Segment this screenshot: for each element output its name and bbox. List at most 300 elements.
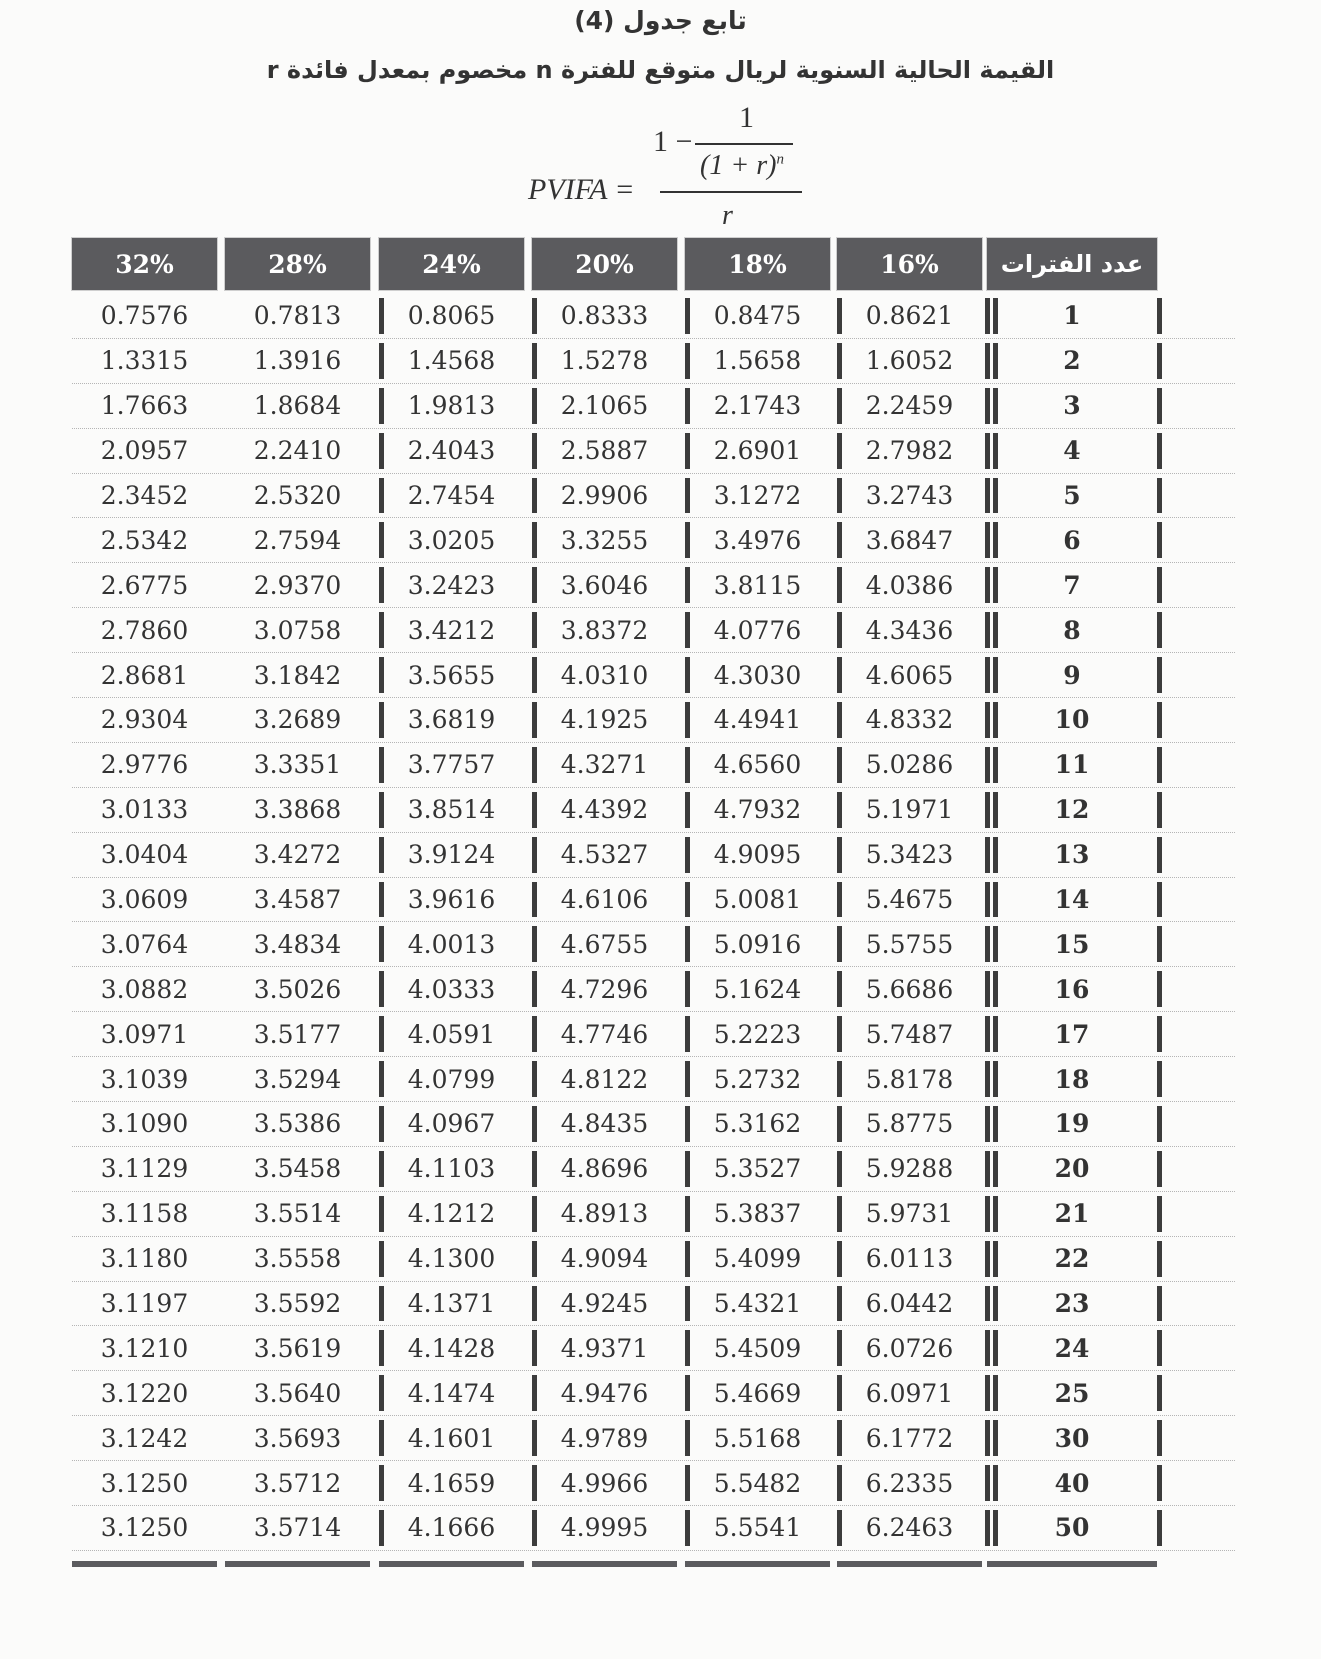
header-col-16: 16% (837, 238, 982, 290)
value-cell: 1.5658 (713, 346, 802, 376)
value-cell: 4.0310 (560, 660, 649, 690)
value-cell: 3.5177 (253, 1019, 342, 1049)
value-cell: 3.1842 (253, 660, 342, 690)
table-row (72, 743, 1235, 788)
value-cell: 0.8065 (407, 301, 496, 331)
pvifa-formula (520, 101, 820, 235)
column-divider (837, 1106, 842, 1142)
period-cell: 22 (1054, 1244, 1090, 1274)
column-divider (837, 1420, 842, 1456)
value-cell: 3.5640 (253, 1378, 342, 1408)
column-divider (837, 1375, 842, 1411)
value-cell: 5.6686 (865, 974, 954, 1004)
column-divider (837, 612, 842, 648)
column-divider (837, 882, 842, 918)
column-divider (685, 702, 690, 738)
column-divider (685, 837, 690, 873)
period-cell: 6 (1063, 525, 1081, 555)
table-row (72, 518, 1235, 563)
column-divider (985, 1151, 990, 1187)
column-divider (685, 298, 690, 334)
table-row (72, 339, 1235, 384)
value-cell: 2.9776 (100, 750, 189, 780)
column-divider (1157, 1061, 1162, 1097)
column-divider (379, 522, 384, 558)
value-cell: 3.5714 (253, 1513, 342, 1543)
column-divider (1157, 298, 1162, 334)
value-cell: 1.3315 (100, 346, 189, 376)
column-divider (379, 567, 384, 603)
header-col-18: 18% (685, 238, 830, 290)
column-divider (1157, 388, 1162, 424)
column-divider (837, 522, 842, 558)
value-cell: 5.4509 (713, 1333, 802, 1363)
value-cell: 2.3452 (100, 481, 189, 510)
value-cell: 5.9731 (865, 1199, 954, 1229)
column-divider (685, 1510, 690, 1546)
column-divider (985, 1106, 990, 1142)
column-divider (685, 1241, 690, 1277)
value-cell: 3.0609 (100, 885, 189, 915)
period-cell: 12 (1054, 795, 1090, 825)
period-cell: 20 (1054, 1154, 1090, 1184)
value-cell: 3.5558 (253, 1244, 342, 1274)
value-cell: 6.0442 (865, 1289, 954, 1319)
value-cell: 3.6819 (407, 705, 496, 735)
column-divider (379, 837, 384, 873)
value-cell: 4.1474 (407, 1378, 496, 1408)
value-cell: 5.5541 (713, 1513, 802, 1543)
value-cell: 4.8332 (865, 705, 954, 735)
column-divider (532, 298, 537, 334)
column-divider (993, 1151, 998, 1187)
period-cell: 11 (1054, 750, 1090, 780)
table-bottom-rule (685, 1561, 830, 1567)
value-cell: 4.0386 (865, 570, 954, 600)
value-cell: 0.7576 (100, 301, 189, 331)
value-cell: 3.8372 (560, 615, 649, 645)
value-cell: 5.8775 (865, 1109, 954, 1139)
value-cell: 4.3271 (560, 750, 649, 780)
column-divider (685, 1016, 690, 1052)
column-divider (685, 1151, 690, 1187)
column-divider (993, 343, 998, 379)
value-cell: 4.5327 (560, 840, 649, 870)
column-divider (837, 298, 842, 334)
column-divider (532, 657, 537, 693)
column-divider (532, 433, 537, 469)
table-row (72, 474, 1235, 519)
value-cell: 6.2335 (865, 1468, 954, 1498)
value-cell: 3.1129 (100, 1154, 189, 1184)
value-cell: 3.3351 (253, 750, 342, 780)
value-cell: 4.0333 (407, 974, 496, 1004)
column-divider (1157, 433, 1162, 469)
column-divider (379, 1510, 384, 1546)
value-cell: 3.5514 (253, 1199, 342, 1229)
value-cell: 3.2423 (407, 570, 496, 600)
formula-exponent: n (776, 151, 784, 168)
table-row (72, 1147, 1235, 1192)
column-divider (993, 388, 998, 424)
column-divider (993, 702, 998, 738)
value-cell: 4.7746 (560, 1019, 649, 1049)
table-bottom-rule (987, 1561, 1157, 1567)
period-cell: 4 (1063, 436, 1081, 466)
column-divider (1157, 1510, 1162, 1546)
value-cell: 5.0916 (713, 929, 802, 959)
value-cell: 2.6775 (100, 570, 189, 600)
value-cell: 5.1971 (865, 795, 954, 825)
column-divider (837, 1465, 842, 1501)
value-cell: 3.1039 (100, 1064, 189, 1094)
column-divider (685, 522, 690, 558)
column-divider (993, 433, 998, 469)
column-divider (685, 1420, 690, 1456)
column-divider (532, 926, 537, 962)
column-divider (985, 747, 990, 783)
formula-denominator: r (722, 200, 733, 231)
column-divider (993, 567, 998, 603)
table-bottom-rule (225, 1561, 370, 1567)
column-divider (985, 882, 990, 918)
column-divider (1157, 1151, 1162, 1187)
column-divider (985, 567, 990, 603)
table-body (72, 294, 1235, 1551)
column-divider (532, 478, 537, 514)
column-divider (685, 792, 690, 828)
column-divider (685, 1465, 690, 1501)
column-divider (993, 837, 998, 873)
period-cell: 18 (1054, 1064, 1090, 1094)
value-cell: 2.9906 (560, 481, 649, 510)
value-cell: 1.9813 (407, 391, 496, 421)
value-cell: 3.3255 (560, 525, 649, 555)
value-cell: 5.3837 (713, 1199, 802, 1229)
value-cell: 4.0591 (407, 1019, 496, 1049)
value-cell: 4.4392 (560, 795, 649, 825)
value-cell: 2.2459 (865, 391, 954, 421)
value-cell: 5.5755 (865, 929, 954, 959)
value-cell: 5.0081 (713, 885, 802, 915)
value-cell: 3.8115 (713, 570, 802, 600)
value-cell: 3.1210 (100, 1333, 189, 1363)
header-col-28: 28% (225, 238, 370, 290)
column-divider (379, 702, 384, 738)
column-divider (1157, 478, 1162, 514)
column-divider (985, 522, 990, 558)
column-divider (532, 837, 537, 873)
column-divider (1157, 1196, 1162, 1232)
value-cell: 5.5482 (713, 1468, 802, 1498)
column-divider (685, 926, 690, 962)
value-cell: 4.0776 (713, 615, 802, 645)
value-cell: 3.4272 (253, 840, 342, 870)
column-divider (1157, 522, 1162, 558)
value-cell: 5.4675 (865, 885, 954, 915)
period-cell: 50 (1054, 1513, 1090, 1543)
value-cell: 5.4099 (713, 1244, 802, 1274)
value-cell: 4.3436 (865, 615, 954, 645)
column-divider (993, 1330, 998, 1366)
value-cell: 3.5386 (253, 1109, 342, 1139)
period-cell: 21 (1054, 1199, 1090, 1229)
period-cell: 15 (1054, 929, 1090, 959)
column-divider (532, 1420, 537, 1456)
table-row (72, 1012, 1235, 1057)
table-row (72, 1416, 1235, 1461)
value-cell: 1.5278 (560, 346, 649, 376)
header-col-32: 32% (72, 238, 217, 290)
value-cell: 4.6755 (560, 929, 649, 959)
table-row (72, 294, 1235, 339)
value-cell: 4.3030 (713, 660, 802, 690)
value-cell: 6.0726 (865, 1333, 954, 1363)
column-divider (1157, 1420, 1162, 1456)
value-cell: 2.7982 (865, 436, 954, 466)
value-cell: 2.6901 (713, 436, 802, 466)
table-row (72, 429, 1235, 474)
formula-one-minus: 1 − (653, 125, 693, 158)
column-divider (532, 1106, 537, 1142)
column-divider (379, 1420, 384, 1456)
column-divider (837, 1196, 842, 1232)
column-divider (1157, 343, 1162, 379)
table-row (72, 1461, 1235, 1506)
value-cell: 3.1250 (100, 1513, 189, 1543)
value-cell: 3.5693 (253, 1423, 342, 1453)
column-divider (532, 343, 537, 379)
column-divider (532, 388, 537, 424)
column-divider (532, 522, 537, 558)
column-divider (379, 478, 384, 514)
period-cell: 17 (1054, 1019, 1090, 1049)
column-divider (379, 612, 384, 648)
column-divider (837, 1016, 842, 1052)
value-cell: 3.0205 (407, 525, 496, 555)
column-divider (985, 1375, 990, 1411)
table-row (72, 922, 1235, 967)
column-divider (837, 1330, 842, 1366)
period-cell: 23 (1054, 1289, 1090, 1319)
value-cell: 4.9094 (560, 1244, 649, 1274)
column-divider (685, 343, 690, 379)
value-cell: 3.5712 (253, 1468, 342, 1498)
formula-inner-fraction-bar (695, 143, 793, 145)
value-cell: 4.1300 (407, 1244, 496, 1274)
column-divider (685, 747, 690, 783)
column-divider (685, 388, 690, 424)
value-cell: 2.7454 (407, 481, 496, 510)
value-cell: 2.5342 (100, 525, 189, 555)
value-cell: 4.0967 (407, 1109, 496, 1139)
formula-inner-numerator: 1 (739, 101, 754, 134)
value-cell: 3.0133 (100, 795, 189, 825)
value-cell: 3.4212 (407, 615, 496, 645)
column-divider (985, 1465, 990, 1501)
column-divider (685, 657, 690, 693)
column-divider (993, 612, 998, 648)
table-row (72, 563, 1235, 608)
value-cell: 4.7296 (560, 974, 649, 1004)
pvifa-table (72, 238, 1235, 1551)
column-divider (985, 657, 990, 693)
table-bottom-rule (532, 1561, 677, 1567)
value-cell: 3.5655 (407, 660, 496, 690)
column-divider (993, 1061, 998, 1097)
column-divider (837, 1241, 842, 1277)
value-cell: 3.5294 (253, 1064, 342, 1094)
value-cell: 0.8475 (713, 301, 802, 331)
column-divider (985, 1241, 990, 1277)
value-cell: 4.1103 (407, 1154, 496, 1184)
value-cell: 4.9789 (560, 1423, 649, 1453)
column-divider (985, 298, 990, 334)
value-cell: 5.0286 (865, 750, 954, 780)
column-divider (685, 1061, 690, 1097)
column-divider (837, 702, 842, 738)
value-cell: 5.7487 (865, 1019, 954, 1049)
value-cell: 5.2732 (713, 1064, 802, 1094)
value-cell: 4.9966 (560, 1468, 649, 1498)
column-divider (985, 478, 990, 514)
column-divider (993, 882, 998, 918)
value-cell: 6.2463 (865, 1513, 954, 1543)
column-divider (837, 388, 842, 424)
value-cell: 2.1065 (560, 391, 649, 421)
column-divider (993, 657, 998, 693)
column-divider (837, 837, 842, 873)
value-cell: 4.0799 (407, 1064, 496, 1094)
column-divider (532, 567, 537, 603)
column-divider (985, 792, 990, 828)
period-cell: 14 (1054, 885, 1090, 915)
value-cell: 5.8178 (865, 1064, 954, 1094)
column-divider (532, 882, 537, 918)
column-divider (837, 1061, 842, 1097)
table-row (72, 833, 1235, 878)
column-divider (685, 1286, 690, 1322)
value-cell: 6.0971 (865, 1378, 954, 1408)
column-divider (993, 522, 998, 558)
value-cell: 2.5887 (560, 436, 649, 466)
period-cell: 10 (1054, 705, 1090, 735)
column-divider (379, 298, 384, 334)
value-cell: 3.0404 (100, 840, 189, 870)
value-cell: 2.2410 (253, 436, 342, 466)
value-cell: 6.0113 (865, 1244, 954, 1274)
column-divider (532, 1375, 537, 1411)
value-cell: 4.9476 (560, 1378, 649, 1408)
value-cell: 3.4587 (253, 885, 342, 915)
column-divider (837, 1510, 842, 1546)
table-row (72, 1237, 1235, 1282)
value-cell: 2.5320 (253, 481, 342, 510)
value-cell: 3.5592 (253, 1289, 342, 1319)
column-divider (985, 1016, 990, 1052)
column-divider (993, 926, 998, 962)
formula-lhs: PVIFA = (528, 173, 635, 206)
column-divider (379, 792, 384, 828)
column-divider (985, 388, 990, 424)
value-cell: 4.8696 (560, 1154, 649, 1184)
period-cell: 2 (1063, 346, 1081, 376)
column-divider (379, 1465, 384, 1501)
column-divider (379, 882, 384, 918)
column-divider (379, 388, 384, 424)
column-divider (837, 433, 842, 469)
column-divider (685, 882, 690, 918)
value-cell: 5.4669 (713, 1378, 802, 1408)
column-divider (1157, 612, 1162, 648)
table-bottom-rule (837, 1561, 982, 1567)
column-divider (685, 971, 690, 1007)
value-cell: 3.0758 (253, 615, 342, 645)
column-divider (532, 1510, 537, 1546)
period-cell: 8 (1063, 615, 1081, 645)
column-divider (985, 1196, 990, 1232)
column-divider (379, 1375, 384, 1411)
column-divider (1157, 837, 1162, 873)
value-cell: 4.1601 (407, 1423, 496, 1453)
value-cell: 1.7663 (100, 391, 189, 421)
value-cell: 1.6052 (865, 346, 954, 376)
column-divider (993, 478, 998, 514)
value-cell: 4.1428 (407, 1333, 496, 1363)
value-cell: 3.1220 (100, 1378, 189, 1408)
column-divider (1157, 657, 1162, 693)
value-cell: 6.1772 (865, 1423, 954, 1453)
value-cell: 5.5168 (713, 1423, 802, 1453)
value-cell: 4.9371 (560, 1333, 649, 1363)
value-cell: 3.1180 (100, 1244, 189, 1274)
column-divider (532, 1196, 537, 1232)
value-cell: 2.8681 (100, 660, 189, 690)
column-divider (985, 926, 990, 962)
formula-inner-denominator (700, 150, 784, 182)
column-divider (837, 567, 842, 603)
value-cell: 3.4834 (253, 929, 342, 959)
column-divider (837, 657, 842, 693)
column-divider (993, 1241, 998, 1277)
column-divider (532, 1151, 537, 1187)
table-row (72, 384, 1235, 429)
value-cell: 4.6106 (560, 885, 649, 915)
value-cell: 3.5026 (253, 974, 342, 1004)
value-cell: 3.2689 (253, 705, 342, 735)
column-divider (379, 1196, 384, 1232)
value-cell: 3.0882 (100, 974, 189, 1004)
value-cell: 5.2223 (713, 1019, 802, 1049)
value-cell: 5.4321 (713, 1289, 802, 1319)
table-row (72, 653, 1235, 698)
period-cell: 5 (1063, 481, 1081, 510)
column-divider (1157, 702, 1162, 738)
column-divider (985, 1286, 990, 1322)
column-divider (379, 1061, 384, 1097)
value-cell: 3.1242 (100, 1423, 189, 1453)
column-divider (993, 1016, 998, 1052)
table-row (72, 698, 1235, 743)
value-cell: 2.7594 (253, 525, 342, 555)
value-cell: 4.8913 (560, 1199, 649, 1229)
table-header-row (72, 238, 1235, 290)
table-row (72, 878, 1235, 923)
value-cell: 5.3527 (713, 1154, 802, 1184)
value-cell: 2.1743 (713, 391, 802, 421)
column-divider (837, 1151, 842, 1187)
column-divider (837, 926, 842, 962)
